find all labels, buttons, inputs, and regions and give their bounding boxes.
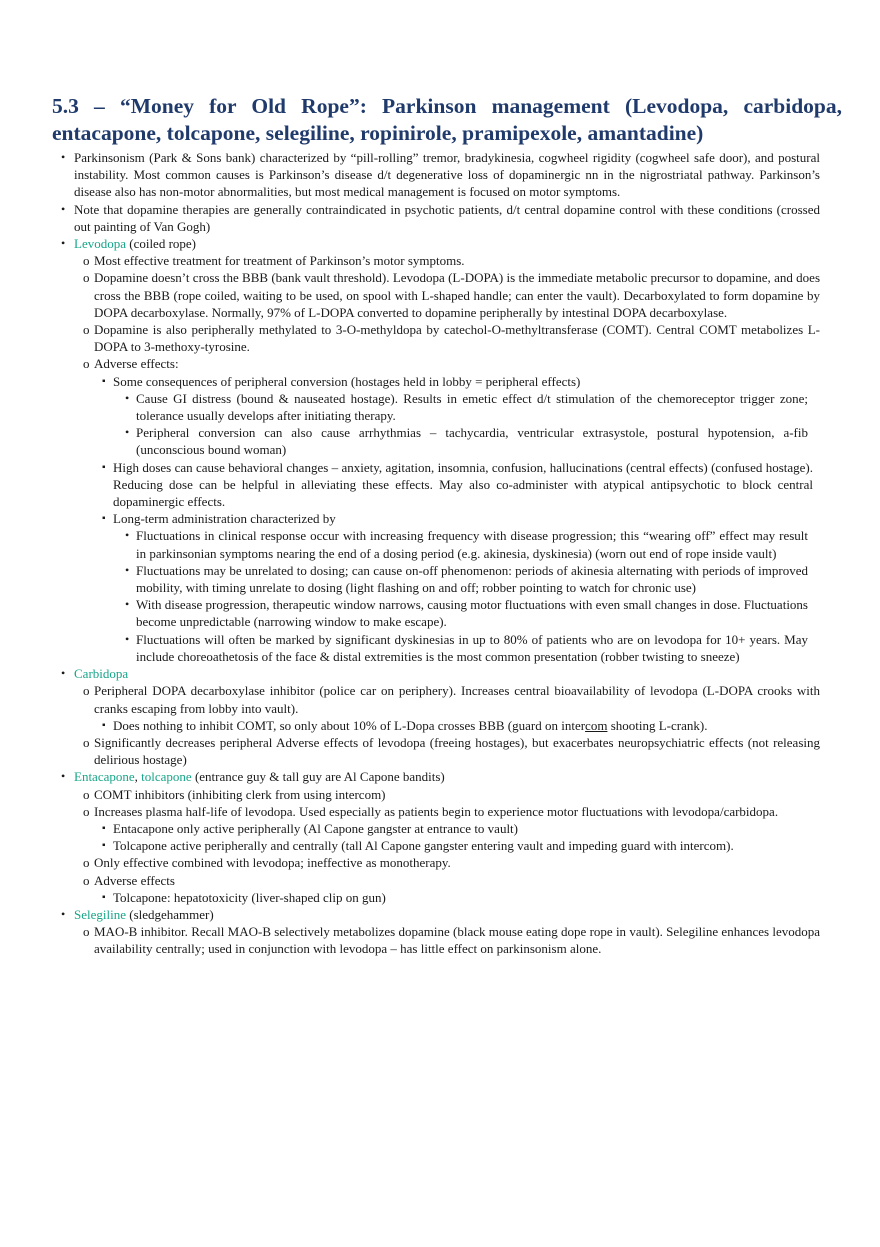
comt-point bbox=[83, 786, 820, 803]
bullet-marker: • bbox=[61, 666, 66, 681]
carbidopa-point bbox=[83, 682, 820, 716]
point-text: Significantly decreases peripheral Adverse effects of levodopa (freeing hostages), but exacerbates neuropsychiatric effects (not releasing delirious hostage) bbox=[94, 734, 820, 768]
underlined-text: com bbox=[585, 717, 608, 733]
selegiline-point bbox=[83, 923, 820, 957]
bullet-text: Parkinsonism (Park & Sons bank) characterized by “pill-rolling” tremor, bradykinesia, cogwheel rigidity (cogwheel safe door), and postural instability. Most common causes is Parkinson’s disease d/t degenerative loss of dopaminergic nn in the nigrostriatal pathway. Parkinson’s disease also has non-motor abnormalities, but most medical management is focused on motor symptoms. bbox=[74, 150, 820, 200]
adverse-effect-subitem bbox=[125, 631, 808, 665]
square-marker: ▪ bbox=[102, 840, 106, 852]
circle-marker: o bbox=[83, 683, 90, 699]
drug-mnemonic: (sledgehammer) bbox=[126, 906, 214, 922]
adverse-effect-item bbox=[102, 459, 813, 511]
point-text: Cause GI distress (bound & nauseated hostage). Results in emetic effect d/t stimulation of the chemoreceptor trigger zone; tolerance usually develops after initiating therapy. bbox=[136, 390, 808, 424]
drug-heading-carbidopa bbox=[61, 665, 820, 682]
levodopa-point bbox=[83, 252, 820, 269]
point-text: Fluctuations in clinical response occur with increasing frequency with disease progression; this “wearing off” effect may result in parkinsonian symptoms nearing the end of a dosing period (e.g. akinesia, dyskinesia) (worn out end of rope inside vault) bbox=[136, 528, 808, 561]
comt-point bbox=[83, 803, 820, 820]
bullet-text: Note that dopamine therapies are generally contraindicated in psychotic patients, d/t central dopamine control with these conditions (crossed out painting of Van Gogh) bbox=[74, 201, 820, 234]
point-text: Peripheral conversion can also cause arrhythmias – tachycardia, ventricular extrasystole, postural hypotension, a-fib (unconscious bound woman) bbox=[136, 425, 808, 458]
circle-marker: o bbox=[83, 786, 90, 802]
intro-bullet-parkinsonism bbox=[61, 149, 820, 201]
comt-point bbox=[83, 854, 820, 871]
bullet-marker: • bbox=[61, 236, 66, 251]
point-text: Increases plasma half-life of levodopa. Used especially as patients begin to experience motor fluctuations with levodopa/carbidopa. bbox=[94, 803, 779, 819]
square-marker: ▪ bbox=[102, 461, 106, 473]
point-text: With disease progression, therapeutic window narrows, causing motor fluctuations with even small changes in dose. Fluctuations become unpredictable (narrowing window to make escape). bbox=[136, 597, 808, 630]
adverse-effect-item bbox=[102, 510, 813, 527]
drug-heading-levodopa bbox=[61, 235, 820, 252]
adverse-effect-subitem bbox=[125, 527, 808, 561]
bullet-marker: • bbox=[61, 150, 66, 164]
circle-marker: o bbox=[83, 270, 90, 286]
circle-marker: o bbox=[83, 253, 90, 269]
point-text: Does nothing to inhibit COMT, so only about 10% of L-Dopa crosses BBB (guard on inter bbox=[113, 717, 586, 733]
square-marker: ▪ bbox=[102, 822, 106, 834]
drug-name: Selegiline bbox=[74, 906, 126, 922]
section-title: 5.3 – “Money for Old Rope”: Parkinson management (Levodopa, carbidopa, entacapone, tolcapone, selegiline, ropinirole, pramipexole, amantadine) bbox=[52, 94, 842, 145]
adverse-effect-subitem bbox=[125, 596, 808, 630]
point-text: MAO-B inhibitor. Recall MAO-B selectively metabolizes dopamine (black mouse eating dope rope in vault). Selegiline enhances levodopa availability centrally; used in conjunction with levodopa – has little effect on parkinsonism alone. bbox=[94, 924, 820, 957]
bullet-marker: • bbox=[125, 562, 130, 577]
circle-marker: o bbox=[83, 356, 90, 372]
square-marker: ▪ bbox=[102, 375, 106, 387]
levodopa-point bbox=[83, 321, 820, 355]
bullet-marker: • bbox=[61, 201, 66, 216]
point-text: Dopamine is also peripherally methylated to 3-O-methyldopa by catechol-O-methyltransferase (COMT). Central COMT metabolizes L-DOPA to 3-methoxy-tyrosine. bbox=[94, 322, 820, 355]
circle-marker: o bbox=[83, 855, 90, 871]
circle-marker: o bbox=[83, 322, 90, 338]
separator: , bbox=[134, 769, 142, 785]
carbidopa-point bbox=[83, 734, 820, 768]
point-text: Only effective combined with levodopa; ineffective as monotherapy. bbox=[94, 855, 451, 871]
point-text: High doses can cause behavioral changes – anxiety, agitation, insomnia, confusion, hallucinations (central effects) (confused hostage). Reducing dose can be helpful in alleviating these effects. May also co-administer with atypical antipsychotic to block central dopaminergic effects. bbox=[113, 459, 813, 510]
point-text: Dopamine doesn’t cross the BBB (bank vault threshold). Levodopa (L-DOPA) is the immediate metabolic precursor to dopamine, and does cross the BBB (rope coiled, waiting to be used, on spool with L-shaped handle; can enter the vault). Decarboxylated to form dopamine by DOPA decarboxylase. Normally, 97% of L-DOPA converted to dopamine peripherally by intestinal DOPA decarboxylase. bbox=[94, 270, 820, 320]
drug-name: Carbidopa bbox=[74, 666, 129, 682]
carbidopa-subpoint bbox=[102, 717, 813, 734]
point-text: Some consequences of peripheral conversion (hostages held in lobby = peripheral effects) bbox=[113, 373, 581, 389]
drug-heading-selegiline bbox=[61, 906, 820, 923]
point-text: Adverse effects: bbox=[94, 356, 179, 372]
comt-subpoint bbox=[102, 889, 813, 906]
point-text: Fluctuations will often be marked by significant dyskinesias in up to 80% of patients who are on levodopa for 10+ years. May include choreoathetosis of the face & distal extremities is the most common presentation (robber twisting to sneeze) bbox=[136, 631, 808, 664]
drug-name: tolcapone bbox=[141, 769, 192, 785]
square-marker: ▪ bbox=[102, 719, 106, 731]
circle-marker: o bbox=[83, 803, 90, 819]
levodopa-point bbox=[83, 355, 820, 372]
bullet-marker: • bbox=[125, 631, 130, 646]
bullet-marker: • bbox=[125, 597, 130, 612]
adverse-effect-subitem bbox=[125, 562, 808, 596]
bullet-marker: • bbox=[61, 906, 66, 921]
intro-bullet-contraindication bbox=[61, 201, 820, 235]
point-text: Tolcapone: hepatotoxicity (liver-shaped clip on gun) bbox=[113, 889, 386, 905]
point-text: Long-term administration characterized by bbox=[113, 511, 336, 527]
levodopa-point bbox=[83, 269, 820, 321]
point-text: shooting L-crank). bbox=[607, 717, 708, 733]
circle-marker: o bbox=[83, 734, 90, 750]
point-text: Tolcapone active peripherally and centrally (tall Al Capone gangster entering vault and impeding guard with intercom). bbox=[113, 838, 734, 854]
drug-heading-comt-inhibitors bbox=[61, 768, 820, 785]
point-text: Peripheral DOPA decarboxylase inhibitor (police car on periphery). Increases central bioavailability of levodopa (L-DOPA crooks with cranks escaping from lobby into vault). bbox=[94, 683, 820, 716]
drug-mnemonic: (entrance guy & tall guy are Al Capone bandits) bbox=[191, 769, 445, 785]
bullet-marker: • bbox=[125, 390, 130, 405]
comt-subpoint bbox=[102, 837, 813, 854]
point-text: Most effective treatment for treatment of Parkinson’s motor symptoms. bbox=[94, 253, 465, 269]
document-body bbox=[0, 149, 880, 958]
comt-point bbox=[83, 872, 820, 889]
point-text: COMT inhibitors (inhibiting clerk from using intercom) bbox=[94, 786, 386, 802]
point-text: Fluctuations may be unrelated to dosing; can cause on-off phenomenon: periods of akinesia alternating with periods of improved mobility, with timing unrelate to dosing (light flashing on and off; robber pointing to watch for chronic use) bbox=[136, 562, 808, 596]
drug-name: Entacapone bbox=[74, 769, 135, 785]
bullet-marker: • bbox=[125, 425, 130, 440]
drug-mnemonic: (coiled rope) bbox=[125, 236, 197, 252]
point-text: Adverse effects bbox=[94, 872, 175, 888]
square-marker: ▪ bbox=[102, 891, 106, 903]
comt-subpoint bbox=[102, 820, 813, 837]
drug-name: Levodopa bbox=[74, 236, 126, 252]
bullet-marker: • bbox=[61, 769, 66, 784]
circle-marker: o bbox=[83, 872, 90, 888]
adverse-effect-subitem bbox=[125, 424, 808, 458]
bullet-marker: • bbox=[125, 528, 130, 543]
square-marker: ▪ bbox=[102, 513, 106, 525]
adverse-effect-subitem bbox=[125, 390, 808, 424]
point-text: Entacapone only active peripherally (Al Capone gangster at entrance to vault) bbox=[113, 820, 518, 836]
circle-marker: o bbox=[83, 924, 90, 940]
adverse-effect-item bbox=[102, 373, 813, 390]
